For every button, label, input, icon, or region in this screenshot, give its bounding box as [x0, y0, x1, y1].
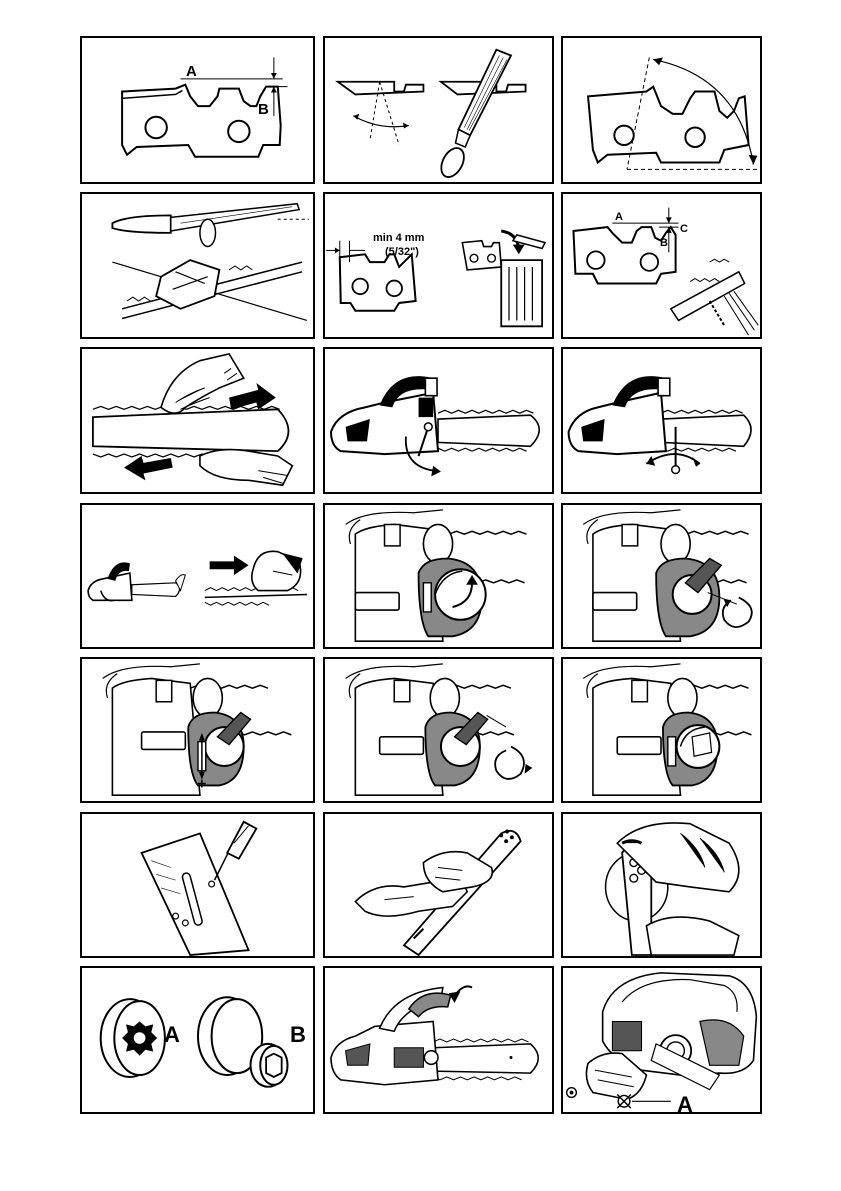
- chainsaw-icon: [325, 349, 552, 492]
- figure-bar-oil-hole: [80, 812, 315, 958]
- figure-file-guide: [80, 192, 315, 339]
- clutch-cover-icon: [563, 968, 760, 1112]
- chainsaw-icon: [325, 968, 552, 1112]
- chainsaw-icon: [563, 349, 760, 492]
- label-b: B: [290, 1022, 306, 1047]
- figure-cutter-depth-gauge: [80, 36, 315, 184]
- glove-hand-icon: [563, 814, 760, 956]
- label-b: B: [660, 237, 668, 249]
- label-c: C: [680, 223, 688, 235]
- trash-bin-icon: [325, 194, 552, 337]
- figure-top-plate-angle: [561, 36, 762, 184]
- measure-line-2: (5/32"): [385, 246, 419, 258]
- chain-tensioner-icon: [82, 659, 313, 801]
- screwdriver-icon: [82, 814, 313, 956]
- chainsaw-icon: [82, 505, 313, 647]
- file-holder-icon: [82, 194, 313, 337]
- figure-tensioner-open: [323, 503, 554, 649]
- chain-tensioner-icon: [325, 505, 552, 647]
- chain-tensioner-icon: [563, 505, 760, 647]
- chain-tensioner-icon: [325, 659, 552, 801]
- figure-sprocket-types: [80, 966, 315, 1114]
- sprocket-icon: [82, 968, 313, 1112]
- figure-min-tooth-length: [323, 192, 554, 339]
- label-a: A: [186, 63, 197, 80]
- guide-bar-icon: [325, 814, 552, 956]
- label-b: B: [258, 101, 269, 118]
- label-a: A: [164, 1022, 180, 1047]
- figure-file-angle: [323, 36, 554, 184]
- figure-chain-brake-tension: [561, 347, 762, 494]
- figure-chain-tension-check: [80, 347, 315, 494]
- figure-tensioner-lock: [323, 657, 554, 803]
- rotation-arrow-icon: [563, 38, 760, 182]
- file-tool-icon: [325, 38, 552, 182]
- glove-hand-icon: [82, 349, 313, 492]
- label-a: A: [677, 1092, 693, 1114]
- figure-tensioner-adjust: [80, 657, 315, 803]
- figure-clutch-cover: [561, 966, 762, 1114]
- figure-bar-inspect: [323, 812, 554, 958]
- figure-bar-nose-grease: [561, 812, 762, 958]
- label-a: A: [615, 211, 623, 223]
- chain-tensioner-icon: [563, 659, 760, 801]
- figure-chain-brake-release: [323, 347, 554, 494]
- cutter-tooth-icon: [82, 38, 313, 182]
- figure-chain-brake-engage: [323, 966, 554, 1114]
- figure-tensioner-turn: [561, 503, 762, 649]
- figure-chain-pull: [80, 503, 315, 649]
- depth-gauge-icon: [563, 194, 760, 337]
- figure-tensioner-closed: [561, 657, 762, 803]
- figure-depth-gauge-tool: [561, 192, 762, 339]
- measure-line-1: min 4 mm: [373, 232, 425, 244]
